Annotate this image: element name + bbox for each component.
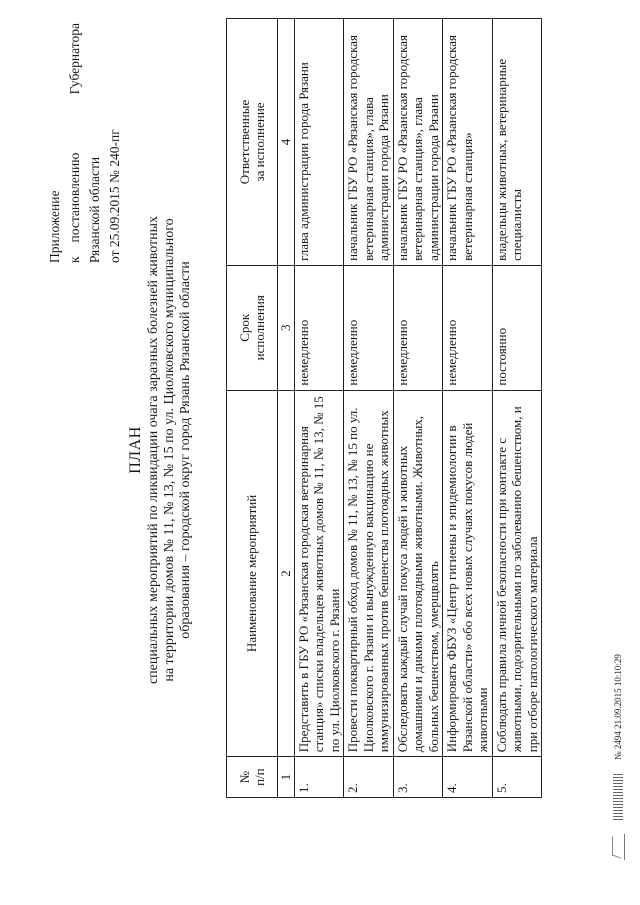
header-activity: Наименование мероприятий xyxy=(227,390,278,757)
appendix-line-3: Рязанской области xyxy=(87,156,102,263)
column-number-row: 1 2 3 4 xyxy=(278,19,295,798)
document-title: ПЛАН xyxy=(127,426,144,474)
heading-line-2: на территории домов № 11, № 13, № 15 по ул. Циолковского муниципального xyxy=(162,218,177,682)
appendix-title: Приложение xyxy=(47,190,62,263)
appendix-block xyxy=(45,23,125,263)
table-row: 1. Представить в ГБУ РО «Рязанская городская ветеринарная станция» списки владельцев животных домов № 11, № 13, № 15 по ул. Циолковского г. Рязани немедленно глава администрации города Рязани xyxy=(294,19,344,798)
document-heading xyxy=(128,85,194,815)
appendix-line-2: к постановлению Губернатора xyxy=(67,23,82,263)
heading-line-3: образования – городской округ город Рязань Рязанской области xyxy=(178,261,193,639)
table-row: 5. Соблюдать правила личной безопасности при контакте с животными, подозрительными по заболеванию бешенством, и при отборе патологического материала постоянно владельцы животных, ветеринарные специалисты xyxy=(492,19,542,798)
barcode-mark xyxy=(613,774,623,820)
table-row: 4. Информировать ФБУЗ «Центр гигиены и эпидемиологии в Рязанской области» обо всех новых случаях покусов людей животными немедленно начальник ГБУ РО «Рязанская городская ветеринарная станция» xyxy=(443,19,493,798)
table-row: 2. Провести поквартирный обход домов № 11, № 13, № 15 по ул. Циолковского г. Рязани и вынужденную вакцинацию не иммунизированных против бешенства плотоядных животных немедленно начальник ГБУ РО «Рязанская городская ветеринарная станция», глава администрации города Рязани xyxy=(344,19,394,798)
header-responsible: Ответственные за исполнение xyxy=(227,19,278,266)
header-number: № п/п xyxy=(227,757,278,798)
heading-line-1: специальных мероприятий по ликвидации очага заразных болезней животных xyxy=(146,215,161,685)
table-header-row xyxy=(227,19,278,798)
appendix-date: от 25.09.2015 № 240-пг xyxy=(107,129,122,263)
registration-number: № 2494 21.09.2015 10:10:29 xyxy=(612,654,623,760)
table-row: 3. Обследовать каждый случай покуса людей и животных домашними и дикими плотоядными животными. Животных, больных бешенством, умерщвлять немедленно начальник ГБУ РО «Рязанская городская ветеринарная станция», глава администрации города Рязани xyxy=(393,19,443,798)
footer-stamp xyxy=(610,654,625,860)
stamp-mark xyxy=(610,834,625,860)
header-deadline: Срок исполнения xyxy=(227,265,278,390)
plan-table xyxy=(226,18,542,798)
